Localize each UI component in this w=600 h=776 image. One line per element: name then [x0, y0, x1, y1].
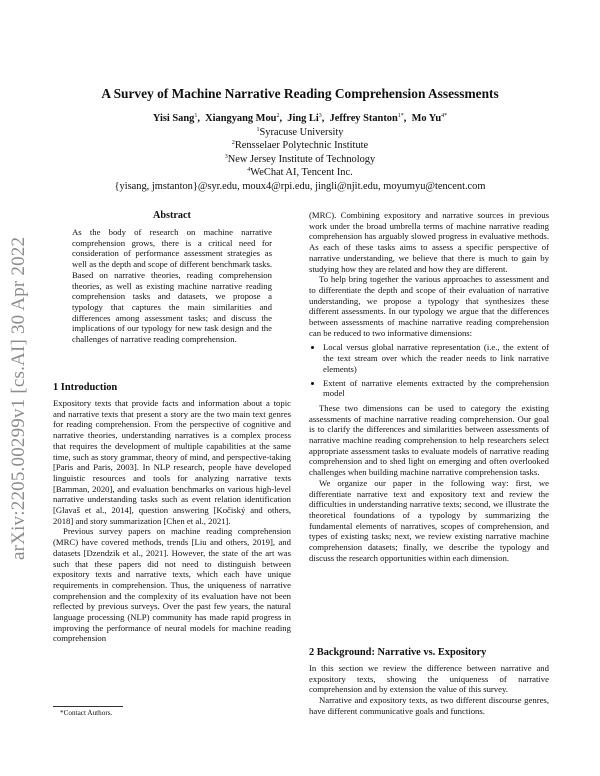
affiliation-mark: 1 [256, 127, 260, 133]
abstract-heading: Abstract [153, 210, 191, 221]
affiliation-mark: 4 [247, 167, 251, 173]
paper-title: A Survey of Machine Narrative Reading Comprehension Assessments [101, 86, 499, 101]
intro-paragraph: Expository texts that provide facts and information about a topic and narrative texts that present a story are the two main text genres for reading comprehension. From the perspective of cognitive and narrative theories, understanding narratives is a complex process that requires the development of multiple capabilities at the same time, such as story grammar, theory of mind, and perspective-taking [Paris and Paris, 2003]. In NLP research, people have developed linguistic resources and tools for analyzing narrative texts [Bamman, 2020], and evaluation benchmarks on various high-level narrative understanding tasks such as event relation identification [Glavaš et al., 2014], question answering [Kočiský and others, 2018] and story summarization [Chen et al., 2021]. [53, 398, 291, 526]
affiliation [60, 154, 540, 165]
intro-paragraph: Previous survey papers on machine reading comprehension (MRC) have covered methods, trends [Liu and others, 2019], and datasets [Dzendzik et al., 2021]. However, the state of the art was such that these papers did not need to distinguish between expository texts and narrative texts, which each have unique requirements in comprehension. Thus, the uniqueness of narrative comprehension and the complexity of its evaluation have not been reflected by previous surveys. Over the past few years, the natural language processing (NLP) community has made rapid progress in improving the performance of neural models for machine reading comprehension [53, 526, 291, 644]
author-mark: 3 [318, 113, 322, 119]
section-heading-background: 2 Background: Narrative vs. Expository [309, 647, 487, 658]
affiliation-mark: 2 [231, 140, 235, 146]
author: Jeffrey Stanton [329, 113, 398, 124]
affiliation-name: WeChat AI, Tencent Inc. [250, 167, 353, 178]
affiliation-name: Syracuse University [259, 127, 344, 138]
affiliation-mark: 3 [224, 154, 228, 160]
affiliation [60, 167, 540, 178]
affiliation [60, 127, 540, 138]
author-emails: {yisang, jmstanton}@syr.edu, moux4@rpi.edu, jingli@njit.edu, moyumyu@tencent.com [114, 181, 486, 192]
affiliation-name: Rensselaer Polytechnic Institute [234, 140, 369, 151]
author-mark: 1* [397, 113, 404, 119]
footnote-rule [53, 706, 123, 707]
abstract-body: As the body of research on machine narrative comprehension grows, there is a critical need for consideration of performance assessment strategies as well as the depth and scope of different benchmark tasks. Based on narrative theories, reading comprehension theories, as well as existing machine narrative reading comprehension tasks and datasets, we propose a typology that captures the main similarities and differences among assessment tasks; and discuss the implications of our typology for new task design and the challenges of narrative reading comprehension. [72, 227, 272, 345]
author-list: Yisi Sang$^1$, Xiangyang Mou$^2$, Jing Li$^3$, Jeffrey Stanton$^{1*}$, Mo $Yu^{4*}$ [152, 113, 448, 124]
section-heading-introduction: 1 Introduction [53, 382, 118, 393]
left-column-body [53, 398, 291, 644]
intro-paragraph: (MRC). Combining expository and narrative sources in previous work under the broad umbrella terms of machine narrative reading comprehension has arguably slowed progress in evaluative methods. As each of these tasks aims to assess a specific perspective of narrative understanding, we believe that there is much to gain by studying how they are related and how they are different. [309, 210, 549, 274]
author: Yisi Sang [152, 113, 195, 124]
background-body [309, 663, 549, 717]
dimension-list [309, 342, 549, 399]
author: Xiangyang Mou [205, 113, 277, 124]
author: Jing Li [287, 113, 319, 124]
arxiv-identifier: arXiv:2205.00299v1 [cs.AI] 30 Apr 2022 [8, 236, 29, 560]
intro-paragraph: To help bring together the various approaches to assessment and to differentiate the depth and scope of their evaluation of narrative understanding, we propose a typology that synthesizes these different assessments. In our typology we argue that the differences between assessments of machine narrative reading comprehension can be reduced to two informative dimensions: [309, 274, 549, 338]
author: Mo Yu [411, 113, 442, 124]
affiliation [60, 140, 540, 151]
author-mark: 2 [276, 113, 280, 119]
author-mark: 4* [441, 113, 448, 119]
right-column-body [309, 210, 549, 564]
list-item: • Local versus global narrative representation (i.e., the extent of the text stream over which the reader needs to link narrative elements) [323, 342, 549, 374]
affiliation-name: New Jersey Institute of Technology [227, 154, 376, 165]
background-paragraph: Narrative and expository texts, as two different discourse genres, have different communicative goals and functions. [309, 695, 549, 716]
intro-paragraph: These two dimensions can be used to category the existing assessments of machine narrative reading comprehension. Our goal is to clarify the differences and similarities between assessments of narrative machine reading comprehension to help researchers select appropriate assessment tasks to evaluate models of narrative reading comprehension and to shed light on emerging and often overlooked challenges when building machine narrative comprehension tasks. [309, 402, 549, 478]
author-mark: 1 [194, 113, 198, 119]
footnote: *Contact Authors. [60, 709, 113, 717]
intro-paragraph: We organize our paper in the following way: first, we differentiate narrative text and expository text and review the difficulties in understanding narrative texts; second, we illustrate the theoretical foundations of a typology by summarizing the fundamental elements of narratives, scopes of comprehension, and types of existing tasks; next, we review existing narrative machine comprehension datasets; finally, we describe the typology and discuss the research opportunities within each dimension. [309, 477, 549, 563]
list-item: • Extent of narrative elements extracted by the comprehension model [323, 378, 549, 399]
background-paragraph: In this section we review the difference between narrative and expository texts, showing the uniqueness of narrative comprehension and by extension the value of this survey. [309, 663, 549, 695]
